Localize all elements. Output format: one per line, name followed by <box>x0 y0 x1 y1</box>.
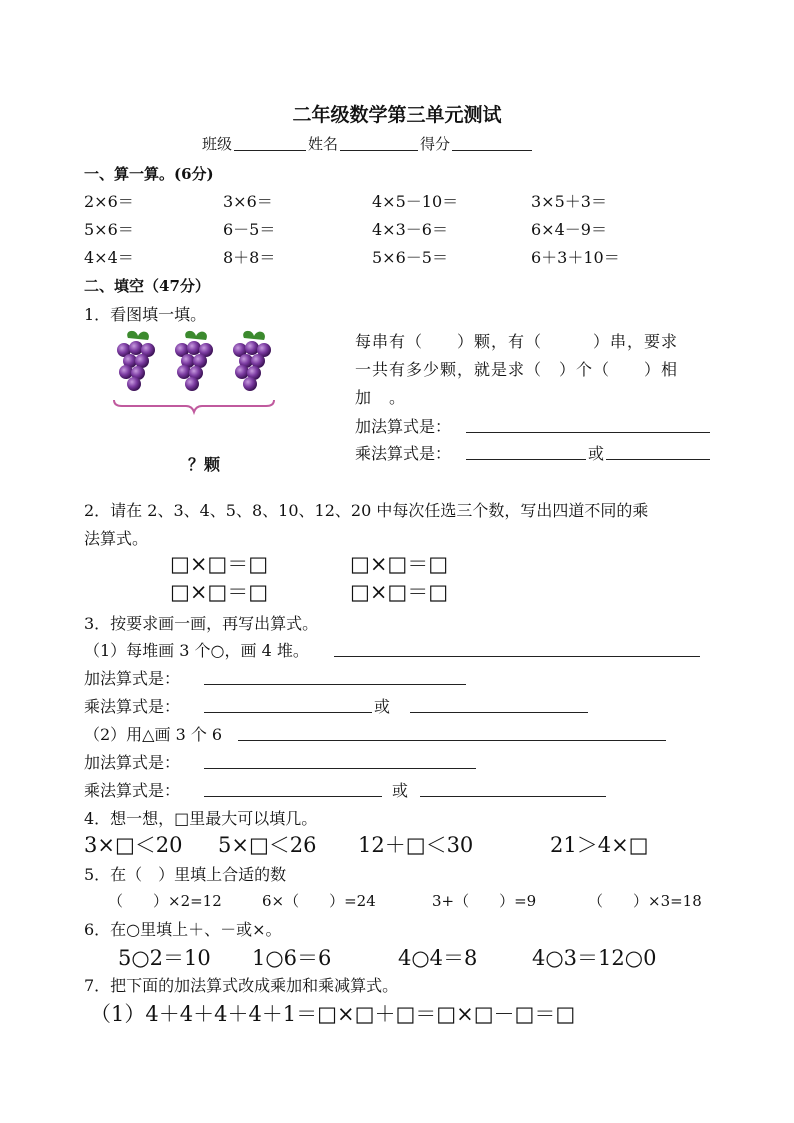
q3-or-2: 或 <box>392 781 409 800</box>
q1-label: 1．看图填一填。 <box>84 305 207 324</box>
q3-draw-blank-1[interactable] <box>334 656 700 657</box>
q7-formula[interactable]: （1）4＋4＋4＋4＋1＝□×□＋□＝□×□－□＝□ <box>90 1002 576 1026</box>
q1-mul-blank-2[interactable] <box>606 459 710 460</box>
q3-mul-label-1: 乘法算式是： <box>84 697 181 716</box>
q6-item[interactable]: 4○4＝8 <box>398 946 478 970</box>
q1-mul-blank-1[interactable] <box>466 459 586 460</box>
q3-add-blank-2[interactable] <box>204 768 476 769</box>
q6-item[interactable]: 4○3＝12○0 <box>532 946 657 970</box>
q5-item[interactable]: 3+（ ）=9 <box>432 892 537 910</box>
calc-item: 6＋3＋10＝ <box>531 248 620 267</box>
name-blank[interactable] <box>340 150 418 151</box>
score-blank[interactable] <box>452 150 532 151</box>
brace-icon <box>114 400 274 412</box>
grape-bunches-icon <box>106 328 282 420</box>
q1-add-label: 加法算式是： <box>355 417 452 436</box>
calc-item: 6－5＝ <box>223 220 276 239</box>
q5-item[interactable]: （ ）×2=12 <box>108 892 222 910</box>
q3-mul-blank-2a[interactable] <box>204 796 382 797</box>
score-label: 得分 <box>420 135 451 153</box>
section2-heading: 二、填空（47分） <box>84 277 210 295</box>
grape-bunch <box>117 331 155 391</box>
section1-heading: 一、算一算。(6分) <box>84 165 214 183</box>
grape-bunch <box>175 331 213 391</box>
q2-formula[interactable]: □×□＝□ <box>170 580 269 604</box>
q3-mul-blank-1b[interactable] <box>410 712 588 713</box>
name-label: 姓名 <box>308 135 339 153</box>
q6-item[interactable]: 1○6＝6 <box>252 946 332 970</box>
calc-item: 4×3－6＝ <box>372 220 448 239</box>
calc-item: 5×6＝ <box>84 220 134 239</box>
q1-or: 或 <box>588 444 605 463</box>
q3-mul-blank-1a[interactable] <box>204 712 372 713</box>
q4-item[interactable]: 21＞4×□ <box>550 833 649 857</box>
q4-label: 4．想一想，□里最大可以填几。 <box>84 809 318 828</box>
calc-item: 2×6＝ <box>84 192 134 211</box>
q3-add-label-2: 加法算式是： <box>84 753 181 772</box>
class-label: 班级 <box>202 135 233 153</box>
q3-draw-blank-2[interactable] <box>238 740 666 741</box>
calc-item: 4×5－10＝ <box>372 192 459 211</box>
q6-item[interactable]: 5○2＝10 <box>118 946 211 970</box>
q1-mul-label: 乘法算式是： <box>355 444 452 463</box>
q6-label: 6．在○里填上＋、－或×。 <box>84 920 282 939</box>
q4-item[interactable]: 3×□＜20 <box>84 833 183 857</box>
calc-item: 3×5＋3＝ <box>531 192 607 211</box>
q3-mul-label-2: 乘法算式是： <box>84 781 181 800</box>
q2-line2: 法算式。 <box>84 529 149 548</box>
q3-mul-blank-2b[interactable] <box>420 796 606 797</box>
q3-add-blank-1[interactable] <box>204 684 466 685</box>
q5-label: 5．在（ ）里填上合适的数 <box>84 865 287 884</box>
calc-item: 4×4＝ <box>84 248 134 267</box>
q5-item[interactable]: 6×（ ）=24 <box>262 892 376 910</box>
calc-item: 5×6－5＝ <box>372 248 448 267</box>
q1-caption: ？颗 <box>188 455 221 474</box>
page-title: 二年级数学第三单元测试 <box>292 104 502 126</box>
q3-add-label-1: 加法算式是： <box>84 669 181 688</box>
class-blank[interactable] <box>234 150 306 151</box>
calc-item: 8＋8＝ <box>223 248 276 267</box>
q3-label: 3．按要求画一画，再写出算式。 <box>84 614 319 633</box>
q4-item[interactable]: 5×□＜26 <box>218 833 317 857</box>
q2-formula[interactable]: □×□＝□ <box>170 552 269 576</box>
q1-desc-line2: 一共有多少颗，就是求（ ）个（ ）相 <box>355 360 679 379</box>
q2-formula[interactable]: □×□＝□ <box>350 580 449 604</box>
q5-item[interactable]: （ ）×3=18 <box>588 892 702 910</box>
q3-part2: （2）用△画 3 个 6 <box>84 725 223 744</box>
q1-desc-line3: 加 。 <box>355 388 407 407</box>
q7-label: 7．把下面的加法算式改成乘加和乘减算式。 <box>84 976 399 995</box>
q3-part1: （1）每堆画 3 个○，画 4 堆。 <box>84 641 309 660</box>
calc-item: 6×4－9＝ <box>531 220 607 239</box>
calc-item: 3×6＝ <box>223 192 273 211</box>
q2-line1: 2．请在 2、3、4、5、8、10、12、20 中每次任选三个数，写出四道不同的乘 <box>84 501 649 520</box>
q1-desc-line1: 每串有（ ）颗，有（ ）串，要求 <box>355 332 679 351</box>
grape-bunch <box>233 331 271 391</box>
q3-or-1: 或 <box>374 697 391 716</box>
q1-add-blank[interactable] <box>466 432 710 433</box>
q2-formula[interactable]: □×□＝□ <box>350 552 449 576</box>
q4-item[interactable]: 12＋□＜30 <box>358 833 474 857</box>
